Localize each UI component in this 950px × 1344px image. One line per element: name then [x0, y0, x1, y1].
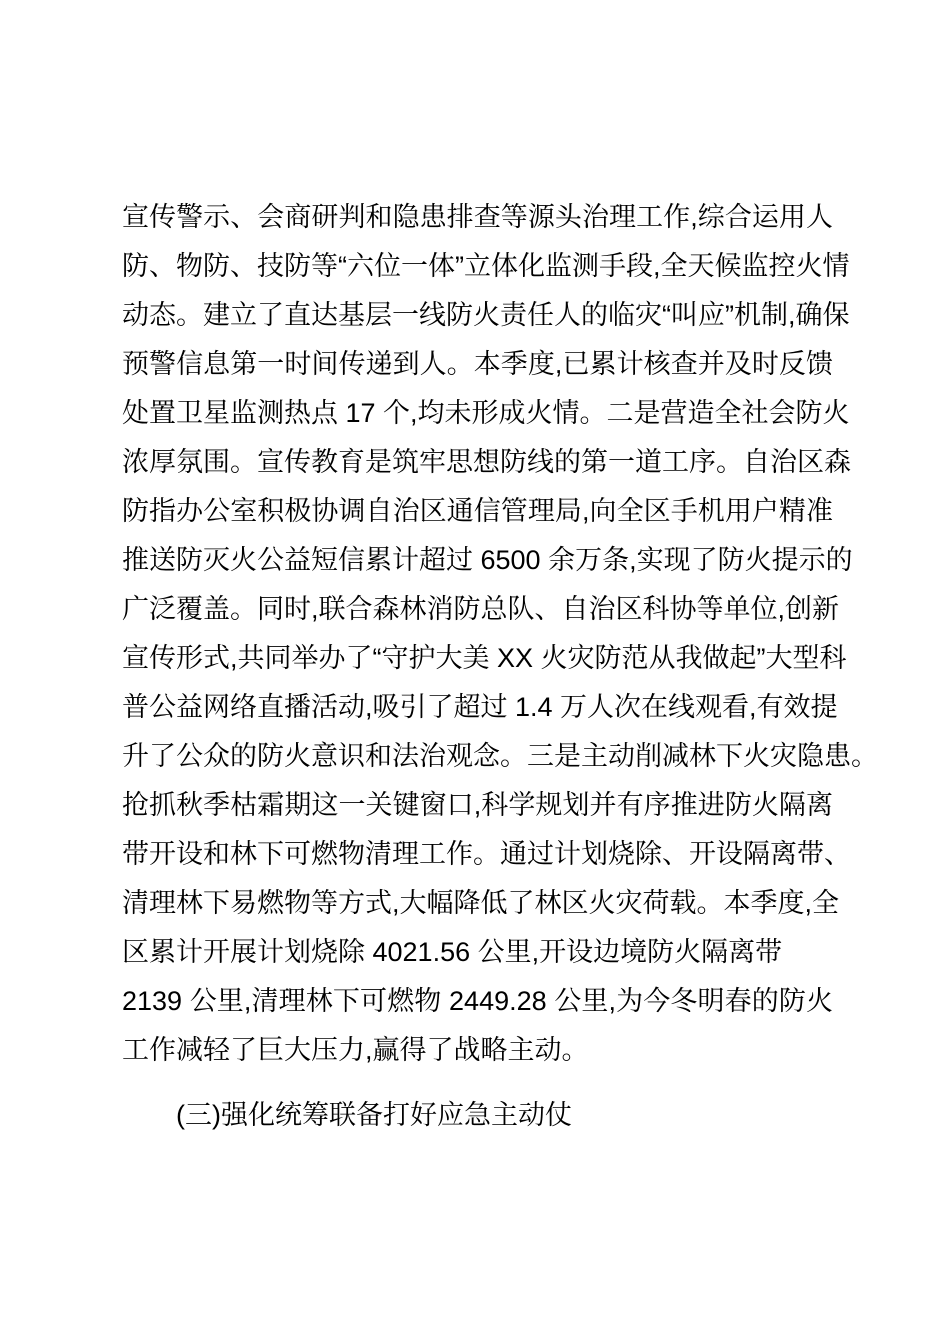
body-line: 防、物防、技防等“六位一体”立体化监测手段,全天候监控火情	[122, 251, 850, 281]
body-line: 推送防灭火公益短信累计超过 6500 余万条,实现了防火提示的	[122, 545, 853, 575]
body-line: 处置卫星监测热点 17 个,均未形成火情。二是营造全社会防火	[122, 398, 850, 428]
body-line: 区累计开展计划烧除 4021.56 公里,开设边境防火隔离带	[122, 937, 783, 967]
body-line: 预警信息第一时间传递到人。本季度,已累计核查并及时反馈	[122, 349, 833, 379]
body-line: 普公益网络直播活动,吸引了超过 1.4 万人次在线观看,有效提	[122, 692, 838, 722]
body-line: 带开设和林下可燃物清理工作。通过计划烧除、开设隔离带、	[122, 839, 851, 869]
body-line: 抢抓秋季枯霜期这一关键窗口,科学规划并有序推进防火隔离	[122, 790, 833, 820]
document-text-block	[122, 193, 878, 1140]
body-line: 广泛覆盖。同时,联合森林消防总队、自治区科协等单位,创新	[122, 594, 840, 624]
body-line: 防指办公室积极协调自治区通信管理局,向全区手机用户精准	[122, 496, 833, 526]
body-line: 宣传形式,共同举办了“守护大美 XX 火灾防范从我做起”大型科	[122, 643, 847, 673]
body-line: 清理林下易燃物等方式,大幅降低了林区火灾荷载。本季度,全	[122, 888, 840, 918]
body-line: 工作减轻了巨大压力,赢得了战略主动。	[122, 1035, 589, 1065]
body-line: 2139 公里,清理林下可燃物 2449.28 公里,为今冬明春的防火	[122, 986, 833, 1016]
section-heading: (三)强化统筹联备打好应急主动仗	[176, 1100, 572, 1130]
body-line: 浓厚氛围。宣传教育是筑牢思想防线的第一道工序。自治区森	[122, 447, 851, 477]
body-line: 宣传警示、会商研判和隐患排查等源头治理工作,综合运用人	[122, 202, 833, 232]
body-line: 动态。建立了直达基层一线防火责任人的临灾“叫应”机制,确保	[122, 300, 850, 330]
body-line: 升了公众的防火意识和法治观念。三是主动削减林下火灾隐患。	[122, 741, 878, 771]
